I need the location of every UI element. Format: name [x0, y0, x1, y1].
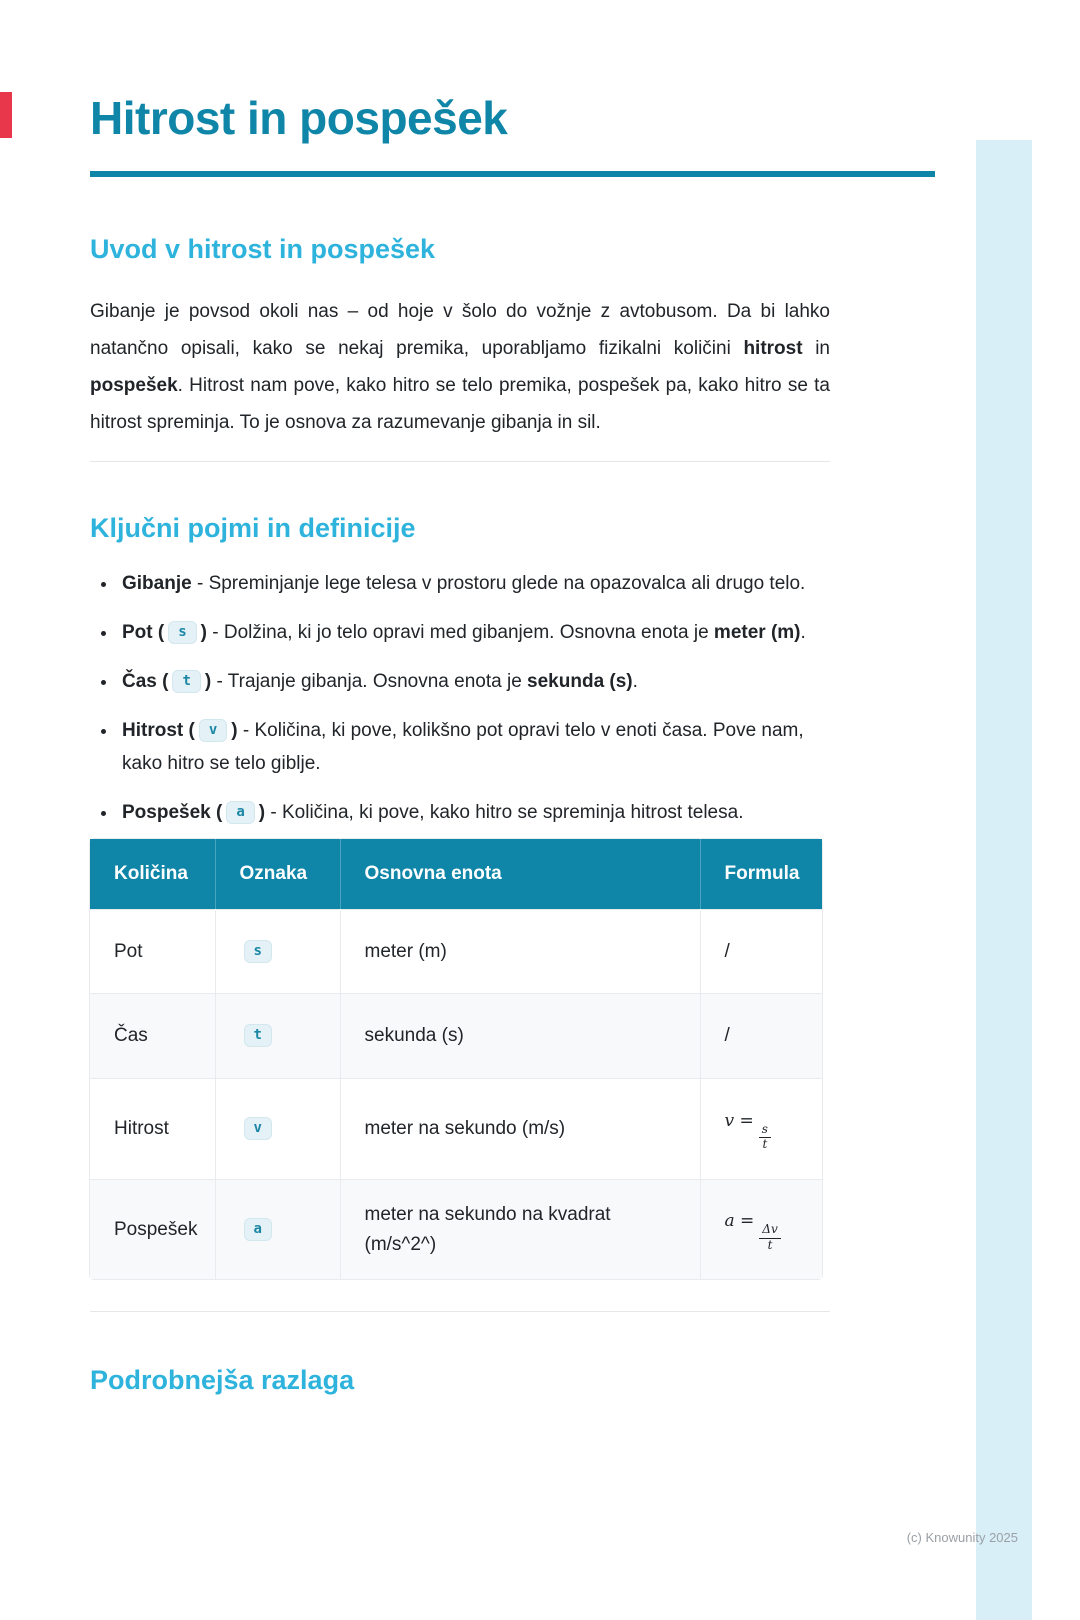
- symbol-chip-t: t: [244, 1024, 272, 1047]
- page-title: Hitrost in pospešek: [90, 92, 508, 144]
- intro-bold-pospesek: pospešek: [90, 375, 178, 397]
- bullet-definition: - Količina, ki pove, kolikšno pot opravi telo v enoti časa. Pove nam, kako hitro se telo giblje.: [122, 719, 804, 774]
- cell-symbol: [215, 1078, 340, 1180]
- bullet-cas: [118, 665, 820, 698]
- bullet-pot: [118, 616, 820, 649]
- symbol-chip-s: s: [244, 940, 272, 963]
- bullet-definition: - Količina, ki pove, kako hitro se spreminja hitrost telesa.: [265, 801, 744, 823]
- cell-name: Pospešek: [90, 1180, 215, 1279]
- bullet-definition: - Spreminjanje lege telesa v prostoru glede na opazovalca ali drugo telo.: [191, 572, 806, 594]
- cell-name: Pot: [90, 909, 215, 993]
- table-header-row: [90, 839, 822, 910]
- section-heading-concepts: Ključni pojmi in definicije: [90, 513, 416, 544]
- table-row-cas: [90, 994, 822, 1078]
- cell-formula: [700, 1078, 822, 1180]
- table-row-hitrost: [90, 1078, 822, 1180]
- concepts-table: [90, 839, 822, 1279]
- table-header-formula: Formula: [700, 839, 822, 910]
- bullet-period: .: [800, 621, 806, 643]
- bullet-term: Pospešek (: [122, 801, 223, 823]
- bullet-term: Pot (: [122, 621, 165, 643]
- fraction-numerator: s: [759, 1123, 771, 1139]
- cell-symbol: [215, 1180, 340, 1279]
- intro-text-2: in: [802, 338, 830, 360]
- symbol-chip-v: v: [244, 1117, 272, 1140]
- bullet-unit-bold: sekunda (s): [527, 670, 633, 692]
- table-header-osnovna-enota: Osnovna enota: [340, 839, 700, 910]
- document-content: [90, 92, 935, 1396]
- cell-symbol: [215, 994, 340, 1078]
- table-row-pot: [90, 909, 822, 993]
- section-divider: [90, 461, 830, 462]
- symbol-chip-t: t: [172, 670, 200, 693]
- bullet-term-close: ): [231, 719, 238, 741]
- bullet-term-close: ): [258, 801, 266, 823]
- formula-lhs: a =: [724, 1211, 755, 1232]
- bullet-term: Gibanje: [122, 572, 192, 594]
- bullet-hitrost: [118, 714, 820, 780]
- intro-paragraph: [90, 293, 830, 441]
- symbol-chip-a: a: [244, 1218, 272, 1241]
- symbol-chip-s: s: [168, 621, 196, 644]
- cell-name: Hitrost: [90, 1078, 215, 1180]
- table-row-pospesek: [90, 1180, 822, 1279]
- cell-unit: meter na sekundo (m/s): [340, 1078, 700, 1180]
- cell-formula: [700, 1180, 822, 1279]
- cyan-side-strip: [976, 140, 1032, 1620]
- symbol-chip-v: v: [199, 719, 227, 742]
- intro-text-3: . Hitrost nam pove, kako hitro se telo premika, pospešek pa, kako hitro se ta hitrost spreminja. To je osnova za razumevanje gibanja in sil.: [90, 375, 830, 434]
- title-underline-rule: [90, 171, 935, 177]
- section-divider: [90, 1311, 830, 1312]
- bullet-term: Hitrost (: [122, 719, 195, 741]
- bullet-unit-bold: meter (m): [713, 621, 801, 643]
- bullet-pospesek: [118, 796, 820, 829]
- bullet-definition: - Trajanje gibanja. Osnovna enota je: [211, 670, 528, 692]
- concepts-bullet-list: [90, 567, 820, 829]
- section-heading-intro: Uvod v hitrost in pospešek: [90, 233, 436, 264]
- bullet-definition: - Dolžina, ki jo telo opravi med gibanjem. Osnovna enota je: [206, 621, 714, 643]
- math-formula-a: [724, 1211, 781, 1253]
- formula-fraction: [759, 1123, 771, 1153]
- bullet-term-close: ): [200, 621, 207, 643]
- math-formula-v: [724, 1110, 771, 1152]
- bullet-gibanje: [118, 567, 820, 600]
- table-header-kolicina: Količina: [90, 839, 215, 910]
- formula-lhs: v =: [724, 1110, 754, 1131]
- cell-unit: meter (m): [340, 909, 700, 993]
- intro-text-1: Gibanje je povsod okoli nas – od hoje v šolo do vožnje z avtobusom. Da bi lahko natančno opisali, kako se nekaj premika, uporabljamo fizikalni količini: [90, 301, 830, 360]
- cell-name: Čas: [90, 994, 215, 1078]
- fraction-denominator: t: [762, 1137, 768, 1152]
- red-corner-strip: [0, 92, 12, 138]
- symbol-chip-a: a: [226, 801, 254, 824]
- fraction-denominator: t: [767, 1238, 773, 1253]
- cell-unit: sekunda (s): [340, 994, 700, 1078]
- cell-formula: /: [700, 909, 822, 993]
- bullet-term-close: ): [204, 670, 212, 692]
- footer-credit: (c) Knowunity 2025: [906, 1530, 1018, 1545]
- bullet-term: Čas (: [122, 670, 169, 692]
- fraction-numerator: Δv: [759, 1223, 780, 1239]
- cell-unit: meter na sekundo na kvadrat (m/s^2^): [340, 1180, 700, 1279]
- cell-formula: /: [700, 994, 822, 1078]
- table-header-oznaka: Oznaka: [215, 839, 340, 910]
- bullet-period: .: [632, 670, 638, 692]
- cell-symbol: [215, 909, 340, 993]
- section-heading-detail: Podrobnejša razlaga: [90, 1365, 355, 1396]
- intro-bold-hitrost: hitrost: [743, 338, 803, 360]
- formula-fraction: [759, 1223, 780, 1253]
